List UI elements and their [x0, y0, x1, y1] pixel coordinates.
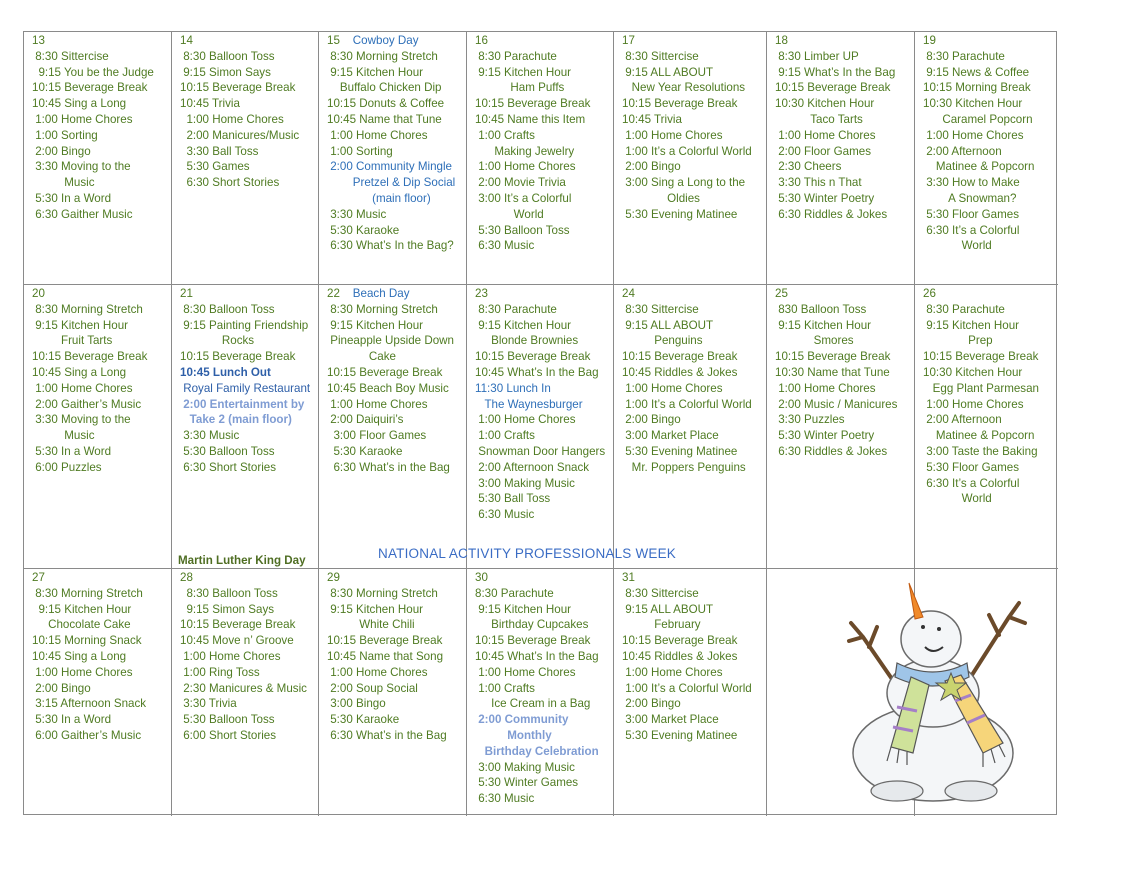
activity-item: 8:30 Morning Stretch	[327, 586, 438, 600]
day-number-text: 21	[180, 287, 193, 300]
activity-item: 2:00 Bingo	[622, 697, 681, 711]
activity-item: 8:30 Balloon Toss	[180, 302, 275, 316]
activity-item: Music	[32, 429, 95, 443]
activity-item: 9:15 ALL ABOUT	[622, 602, 714, 616]
activity-item: 2:00 Afternoon	[923, 413, 1002, 427]
activity-item: 3:00 It’s a Colorful	[475, 191, 572, 205]
activity-item: 10:45 Name that Song	[327, 649, 444, 663]
activity-item: 10:15 Beverage Break	[32, 81, 148, 95]
activity-item: 10:15 Beverage Break	[622, 97, 738, 111]
activity-item: (main floor)	[327, 191, 431, 205]
activity-item: 3:30 Moving to the	[32, 413, 131, 427]
calendar-day-cell	[319, 569, 467, 816]
activity-item: 5:30 Games	[180, 160, 250, 174]
activity-item: 1:00 Home Chores	[32, 112, 133, 126]
activity-item: 8:30 Morning Stretch	[327, 49, 438, 63]
activity-item: 2:00 Bingo	[622, 160, 681, 174]
day-number-text: 29	[327, 571, 340, 584]
activity-item: 6:30 Gaither Music	[32, 207, 133, 221]
activity-item: 10:15 Beverage Break	[180, 618, 296, 632]
day-theme: Cowboy Day	[352, 34, 419, 47]
activity-item: 2:00 Soup Social	[327, 681, 418, 695]
activity-item: 2:00 Community	[475, 713, 569, 727]
activity-item: 6:00 Puzzles	[32, 460, 102, 474]
activity-item: 2:00 Entertainment by	[180, 397, 305, 411]
activity-item: 1:00 Home Chores	[622, 381, 723, 395]
activity-item: 6:30 It’s a Colorful	[923, 223, 1020, 237]
activity-item: 1:00 Home Chores	[622, 665, 723, 679]
activity-item: 1:00 Home Chores	[622, 128, 723, 142]
calendar-day-cell	[172, 285, 319, 569]
activity-item: 5:30 Floor Games	[923, 460, 1020, 474]
activity-item: 3:30 Moving to the	[32, 160, 131, 174]
day-number	[327, 570, 466, 586]
activity-item: Oldies	[622, 191, 700, 205]
day-number-text: 28	[180, 571, 193, 584]
activity-item: 2:00 Movie Trivia	[475, 176, 566, 190]
activity-item: 8:30 Morning Stretch	[32, 586, 143, 600]
activity-item: 10:15 Beverage Break	[180, 81, 296, 95]
activity-professionals-week-banner: NATIONAL ACTIVITY PROFESSIONALS WEEK	[378, 546, 677, 561]
calendar-day-cell	[915, 32, 1058, 285]
activity-item: 8:30 Balloon Toss	[180, 49, 275, 63]
day-number	[180, 570, 318, 586]
activity-item: 2:00 Afternoon Snack	[475, 460, 590, 474]
activity-item: 8:30 Parachute	[923, 49, 1005, 63]
activity-item: Music	[32, 176, 95, 190]
activity-item: 10:15 Beverage Break	[327, 634, 443, 648]
activity-item: 10:30 Kitchen Hour	[923, 365, 1023, 379]
activity-item: 1:00 Crafts	[475, 128, 535, 142]
calendar-day-cell	[24, 285, 172, 569]
activity-item: 8:30 Sittercise	[622, 49, 699, 63]
activity-item: 3:00 Making Music	[475, 476, 575, 490]
activity-item: A Snowman?	[923, 191, 1017, 205]
calendar-day-cell	[172, 32, 319, 285]
calendar-day-cell	[24, 32, 172, 285]
activity-item: 6:30 Riddles & Jokes	[775, 207, 888, 221]
activity-item: 1:00 Home Chores	[180, 649, 281, 663]
activity-item: Penguins	[622, 334, 703, 348]
activity-item: 5:30 Balloon Toss	[475, 223, 570, 237]
activity-item: 1:00 Home Chores	[475, 413, 576, 427]
day-number	[622, 570, 766, 586]
activity-item: 1:00 Home Chores	[32, 665, 133, 679]
activity-item: 3:00 Market Place	[622, 429, 719, 443]
activity-item: 10:45 Trivia	[180, 97, 240, 111]
calendar-day-cell	[767, 285, 915, 569]
activity-item: Snowman Door Hangers	[475, 444, 606, 458]
activity-item: 1:00 It’s a Colorful World	[622, 144, 752, 158]
activity-item: 2:00 Music / Manicures	[775, 397, 898, 411]
activity-item: 3:30 Puzzles	[775, 413, 845, 427]
day-number-text: 19	[923, 34, 936, 47]
activity-item: Fruit Tarts	[32, 334, 113, 348]
activity-item: 5:30 Balloon Toss	[180, 713, 275, 727]
activity-item: 1:00 Ring Toss	[180, 665, 260, 679]
activity-item: 9:15 Kitchen Hour	[475, 65, 572, 79]
activity-item: 9:15 Kitchen Hour	[327, 602, 424, 616]
activity-item: 10:45 Riddles & Jokes	[622, 649, 738, 663]
activity-item: 5:30 Karaoke	[327, 223, 400, 237]
activity-item: 1:00 Home Chores	[180, 112, 284, 126]
calendar-day-cell	[24, 569, 172, 816]
activity-item: 2:00 Daiquiri’s	[327, 413, 404, 427]
activity-item: Taco Tarts	[775, 112, 863, 126]
activity-item: 9:15 ALL ABOUT	[622, 65, 714, 79]
activity-item: 10:15 Beverage Break	[923, 350, 1039, 364]
activity-item: 3:00 Market Place	[622, 713, 719, 727]
activity-item: 10:15 Beverage Break	[475, 350, 591, 364]
activity-item: 6:30 It’s a Colorful	[923, 476, 1020, 490]
activity-item: Blonde Brownies	[475, 334, 579, 348]
activity-item: 5:30 Floor Games	[923, 207, 1020, 221]
activity-item: 6:30 Music	[475, 792, 535, 806]
activity-item: 5:30 Winter Poetry	[775, 191, 875, 205]
day-number	[32, 286, 171, 302]
activity-item: 2:00 Gaither’s Music	[32, 397, 142, 411]
activity-item: 1:00 Home Chores	[775, 381, 876, 395]
activity-item: 9:15 News & Coffee	[923, 65, 1030, 79]
day-number	[923, 286, 1058, 302]
activity-item: 6:30 What’s in the Bag	[327, 728, 447, 742]
activity-item: 8:30 Parachute	[475, 49, 557, 63]
activity-item: 9:15 Kitchen Hour	[327, 65, 424, 79]
activity-item: 8:30 Parachute	[475, 586, 554, 600]
activity-item: 2:00 Community Mingle	[327, 160, 453, 174]
activity-item: 9:15 Kitchen Hour	[327, 318, 424, 332]
activity-item: 2:00 Bingo	[32, 681, 91, 695]
activity-item: 1:00 Home Chores	[475, 665, 576, 679]
activity-item: 5:30 Evening Matinee	[622, 444, 738, 458]
day-number	[475, 570, 613, 586]
day-number	[327, 33, 466, 49]
activity-item: 11:30 Lunch In	[475, 381, 551, 395]
activity-item: 10:15 Beverage Break	[775, 350, 891, 364]
activity-item: Matinee & Popcorn	[923, 160, 1035, 174]
activity-item: The Waynesburger	[475, 397, 583, 411]
activity-item: 10:15 Morning Snack	[32, 634, 142, 648]
activity-item: 10:15 Beverage Break	[327, 365, 443, 379]
activity-item: 6:00 Gaither’s Music	[32, 728, 142, 742]
activity-item: 8:30 Sittercise	[622, 302, 699, 316]
activity-item: Ham Puffs	[475, 81, 565, 95]
activity-item: 10:45 Trivia	[622, 112, 682, 126]
activity-item: 5:30 In a Word	[32, 444, 112, 458]
activity-item: 10:45 Sing a Long	[32, 649, 127, 663]
activity-item: 6:30 Short Stories	[180, 460, 277, 474]
activity-item: 10:45 Riddles & Jokes	[622, 365, 738, 379]
activity-item: 1:00 Home Chores	[775, 128, 876, 142]
activity-item: 8:30 Parachute	[923, 302, 1005, 316]
activity-item: 8:30 Sittercise	[622, 586, 699, 600]
activity-item: 3:00 Floor Games	[327, 429, 427, 443]
day-number	[327, 286, 466, 302]
activity-item: 10:45 Move n’ Groove	[180, 634, 294, 648]
activity-item: 2:00 Bingo	[622, 413, 681, 427]
activity-item: 10:30 Kitchen Hour	[775, 97, 875, 111]
day-number-text: 24	[622, 287, 635, 300]
day-number	[622, 33, 766, 49]
mlk-day-label: Martin Luther King Day	[178, 554, 306, 567]
activity-item: Caramel Popcorn	[923, 112, 1033, 126]
activity-item: 9:15 You be the Judge	[32, 65, 154, 79]
activity-item: Egg Plant Parmesan	[923, 381, 1039, 395]
day-number	[622, 286, 766, 302]
day-number-text: 31	[622, 571, 635, 584]
activity-item: 3:30 This n That	[775, 176, 862, 190]
day-number-text: 30	[475, 571, 488, 584]
activity-item: 10:30 Name that Tune	[775, 365, 890, 379]
activity-item: 1:00 It’s a Colorful World	[622, 397, 752, 411]
activity-item: 1:00 It’s a Colorful World	[622, 681, 752, 695]
activity-item: 2:00 Floor Games	[775, 144, 872, 158]
activity-item: 5:30 Evening Matinee	[622, 207, 738, 221]
day-number	[32, 570, 171, 586]
activity-item: 5:30 Karaoke	[327, 444, 403, 458]
activity-item: White Chili	[327, 618, 415, 632]
activity-item: Ice Cream in a Bag	[475, 697, 591, 711]
activity-item: 10:15 Donuts & Coffee	[327, 97, 445, 111]
day-number-text: 20	[32, 287, 45, 300]
activity-item: 10:45 Name that Tune	[327, 112, 442, 126]
activity-item: 6:30 What’s in the Bag	[327, 460, 450, 474]
calendar-day-cell	[319, 285, 467, 569]
activity-item: 10:45 Sing a Long	[32, 97, 127, 111]
activity-item: 9:15 Painting Friendship	[180, 318, 309, 332]
activity-item: 1:00 Crafts	[475, 681, 535, 695]
day-theme: Beach Day	[352, 287, 410, 300]
activity-item: Royal Family Restaurant	[180, 381, 311, 395]
activity-item: 3:30 Music	[327, 207, 387, 221]
day-number	[180, 286, 318, 302]
activity-item: 3:30 Ball Toss	[180, 144, 259, 158]
activity-item: 9:15 Kitchen Hour	[475, 602, 572, 616]
activity-item: 9:15 Simon Says	[180, 65, 271, 79]
activity-item: 1:00 Home Chores	[327, 128, 428, 142]
calendar-day-cell	[614, 285, 767, 569]
activity-item: 10:45 What’s In the Bag	[475, 365, 599, 379]
day-number	[475, 33, 613, 49]
day-number-text: 14	[180, 34, 193, 47]
activity-item: World	[923, 239, 992, 253]
activity-item: World	[475, 207, 544, 221]
activity-item: 8:30 Parachute	[475, 302, 557, 316]
activity-item: 6:30 Music	[475, 239, 535, 253]
activity-item: Birthday Celebration	[475, 744, 599, 758]
activity-item: 5:30 Winter Games	[475, 776, 579, 790]
activity-item: 1:00 Home Chores	[327, 665, 428, 679]
activity-item: 6:30 Short Stories	[180, 176, 280, 190]
activity-item: 10:15 Morning Break	[923, 81, 1031, 95]
activity-item: New Year Resolutions	[622, 81, 746, 95]
calendar-day-cell	[172, 569, 319, 816]
activity-item: 1:00 Crafts	[475, 429, 535, 443]
day-number-text: 16	[475, 34, 488, 47]
day-number-text: 25	[775, 287, 788, 300]
activity-item: Take 2 (main floor)	[180, 413, 292, 427]
calendar-day-cell	[467, 569, 614, 816]
activity-item: World	[923, 492, 992, 506]
day-number	[923, 33, 1058, 49]
day-number-text: 22	[327, 287, 340, 300]
day-number-text: 13	[32, 34, 45, 47]
activity-item: 9:15 Kitchen Hour	[32, 318, 129, 332]
day-number-text: 15	[327, 34, 340, 47]
activity-item: Mr. Poppers Penguins	[622, 460, 746, 474]
activity-item: 1:00 Home Chores	[32, 381, 133, 395]
activity-item: 10:15 Beverage Break	[775, 81, 891, 95]
activity-item: 2:30 Manicures & Music	[180, 681, 307, 695]
activity-item: February	[622, 618, 701, 632]
activity-item: Buffalo Chicken Dip	[327, 81, 442, 95]
activity-item: 10:15 Beverage Break	[475, 634, 591, 648]
day-number	[775, 33, 914, 49]
calendar-day-cell	[319, 32, 467, 285]
activity-item: 3:15 Afternoon Snack	[32, 697, 147, 711]
activity-item: 9:15 Kitchen Hour	[475, 318, 572, 332]
activity-item: 2:00 Manicures/Music	[180, 128, 300, 142]
activity-item: Pretzel & Dip Social	[327, 176, 456, 190]
activity-item: 8:30 Limber UP	[775, 49, 859, 63]
day-number-text: 26	[923, 287, 936, 300]
day-number-text: 23	[475, 287, 488, 300]
activity-item: Cake	[327, 350, 396, 364]
activity-item: 1:00 Home Chores	[923, 397, 1024, 411]
activity-item: 9:15 Simon Says	[180, 602, 275, 616]
activity-item: 8:30 Balloon Toss	[180, 586, 278, 600]
activity-item: 10:15 Beverage Break	[622, 350, 738, 364]
day-number-text: 27	[32, 571, 45, 584]
activity-item: 10:45 What’s In the Bag	[475, 649, 599, 663]
activity-item: 10:45 Lunch Out	[180, 365, 271, 379]
day-number	[32, 33, 171, 49]
activity-item: 9:15 Kitchen Hour	[32, 602, 132, 616]
activity-item: 3:00 Taste the Baking	[923, 444, 1038, 458]
activity-item: 3:30 How to Make	[923, 176, 1020, 190]
activity-item: 1:00 Home Chores	[327, 397, 428, 411]
activity-item: 6:30 Riddles & Jokes	[775, 444, 888, 458]
activity-item: 3:00 Bingo	[327, 697, 386, 711]
activity-item: Rocks	[180, 334, 255, 348]
activity-item: 10:15 Beverage Break	[32, 350, 148, 364]
activity-item: 2:00 Afternoon	[923, 144, 1002, 158]
activity-item: Pineapple Upside Down	[327, 334, 454, 348]
activity-item: 2:00 Bingo	[32, 144, 91, 158]
calendar-day-cell	[767, 32, 915, 285]
activity-item: 5:30 Balloon Toss	[180, 444, 275, 458]
activity-item: 6:30 What’s In the Bag?	[327, 239, 454, 253]
activity-item: 3:30 Music	[180, 429, 240, 443]
activity-item: Matinee & Popcorn	[923, 429, 1035, 443]
activity-item: 5:30 Evening Matinee	[622, 728, 738, 742]
activity-item: 5:30 Ball Toss	[475, 492, 551, 506]
activity-item: Monthly	[475, 728, 552, 742]
activity-item: 830 Balloon Toss	[775, 302, 867, 316]
activity-item: 8:30 Sittercise	[32, 49, 109, 63]
activity-item: 3:30 Trivia	[180, 697, 237, 711]
activity-item: 10:30 Kitchen Hour	[923, 97, 1023, 111]
activity-item: 10:45 Sing a Long	[32, 365, 127, 379]
calendar-day-cell	[614, 32, 767, 285]
day-number	[475, 286, 613, 302]
activity-item: 10:45 Name this Item	[475, 112, 586, 126]
activity-item: 5:30 Winter Poetry	[775, 429, 875, 443]
activity-item: 6:00 Short Stories	[180, 728, 277, 742]
calendar-day-cell	[915, 285, 1058, 569]
calendar-day-cell	[467, 285, 614, 569]
day-number-text: 17	[622, 34, 635, 47]
calendar-day-cell	[614, 569, 767, 816]
day-number-text: 18	[775, 34, 788, 47]
activity-item: 10:45 Beach Boy Music	[327, 381, 449, 395]
day-number	[775, 286, 914, 302]
activity-item: 2:30 Cheers	[775, 160, 842, 174]
activity-item: 9:15 Kitchen Hour	[775, 318, 872, 332]
activity-item: Prep	[923, 334, 993, 348]
activity-item: Smores	[775, 334, 854, 348]
activity-item: 5:30 Karaoke	[327, 713, 400, 727]
activity-item: 8:30 Morning Stretch	[327, 302, 438, 316]
activity-item: 9:15 What’s In the Bag	[775, 65, 896, 79]
calendar-day-cell	[467, 32, 614, 285]
activity-item: 5:30 In a Word	[32, 713, 112, 727]
snowman-icon	[833, 577, 1037, 805]
activity-item: 5:30 In a Word	[32, 191, 112, 205]
activity-item: 3:00 Sing a Long to the	[622, 176, 746, 190]
activity-item: Making Jewelry	[475, 144, 575, 158]
activity-item: 10:15 Beverage Break	[475, 97, 591, 111]
activity-item: 1:00 Home Chores	[923, 128, 1024, 142]
activity-item: 9:15 ALL ABOUT	[622, 318, 714, 332]
activity-item: Chocolate Cake	[32, 618, 131, 632]
activity-item: 1:00 Sorting	[327, 144, 393, 158]
activity-item: 3:00 Making Music	[475, 760, 575, 774]
activity-item: 10:15 Beverage Break	[180, 350, 296, 364]
activity-item: 9:15 Kitchen Hour	[923, 318, 1020, 332]
activity-item: 1:00 Home Chores	[475, 160, 576, 174]
activity-item: 10:15 Beverage Break	[622, 634, 738, 648]
activity-item: 6:30 Music	[475, 508, 535, 522]
activity-item: 8:30 Morning Stretch	[32, 302, 143, 316]
day-number	[180, 33, 318, 49]
activity-item: 1:00 Sorting	[32, 128, 98, 142]
activity-item: Birthday Cupcakes	[475, 618, 589, 632]
